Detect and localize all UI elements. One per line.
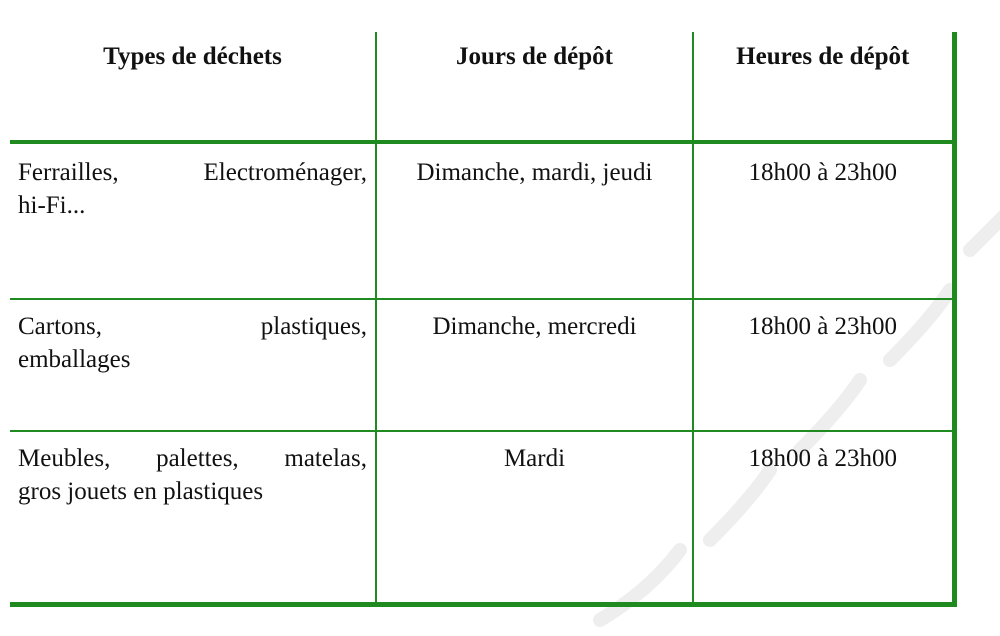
waste-type-cell xyxy=(10,299,376,431)
waste-type-line: gros jouets en plastiques xyxy=(18,478,264,505)
table-row xyxy=(10,142,954,299)
waste-type-line: hi-Fi... xyxy=(18,192,86,219)
deposit-hours-cell: 18h00 à 23h00 xyxy=(693,299,954,431)
waste-type-cell xyxy=(10,142,376,299)
table-row xyxy=(10,299,954,431)
waste-type-line: emballages xyxy=(18,346,131,373)
table-row xyxy=(10,431,954,605)
deposit-days-cell: Mardi xyxy=(376,431,693,605)
header-deposit-days: Jours de dépôt xyxy=(376,32,693,142)
header-waste-type: Types de déchets xyxy=(10,32,376,142)
deposit-hours-cell: 18h00 à 23h00 xyxy=(748,445,898,472)
deposit-days-cell: Dimanche, mardi, jeudi xyxy=(376,142,693,299)
table-header-row xyxy=(10,32,954,142)
deposit-days-cell: Dimanche, mercredi xyxy=(376,299,693,431)
header-deposit-hours: Heures de dépôt xyxy=(693,32,954,142)
waste-type-cell xyxy=(10,431,376,605)
deposit-hours-cell: 18h00 à 23h00 xyxy=(693,142,954,299)
waste-type-line: Ferrailles, Electroménager, xyxy=(18,159,367,186)
waste-schedule-table xyxy=(10,32,957,607)
waste-type-line: Cartons, plastiques, xyxy=(18,313,367,340)
waste-type-line: Meubles, palettes, matelas, xyxy=(18,445,367,472)
